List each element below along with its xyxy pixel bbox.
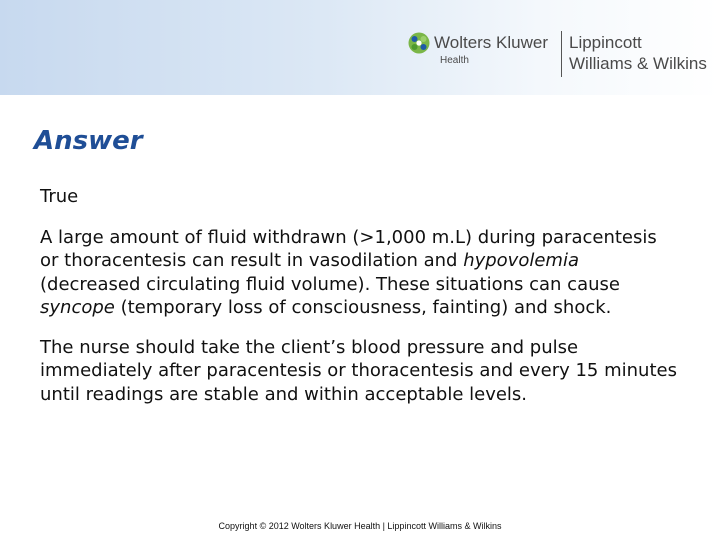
term-hypovolemia: hypovolemia (463, 250, 579, 271)
lww-logo (569, 32, 707, 74)
copyright-footer: Copyright © 2012 Wolters Kluwer Health | Lippincott Williams & Wilkins (218, 521, 502, 531)
logo-divider (561, 31, 562, 77)
answer-text: True (40, 186, 79, 207)
wolters-kluwer-logo-name: Wolters Kluwer (434, 33, 548, 52)
wolters-kluwer-emblem-icon (408, 32, 430, 54)
explanation-text-3: (temporary loss of consciousness, fainting) and shock. (114, 297, 612, 318)
lww-logo-line1: Lippincott (569, 33, 642, 52)
explanation-text-2: (decreased circulating fluid volume). These situations can cause (40, 273, 620, 295)
explanation-text-1: A large amount of fluid withdrawn (>1,000 m.L) during paracentesis or thoracentesis can result in vasodilation and (40, 226, 657, 271)
nursing-action-paragraph: The nurse should take the client’s blood pressure and pulse immediately after paracentesis or thoracentesis and every 15 minutes until readings are stable and within acceptable levels. (40, 336, 677, 405)
lww-logo-line2: Williams & Wilkins (569, 54, 707, 73)
wolters-kluwer-logo-sub: Health (440, 55, 469, 66)
term-syncope: syncope (40, 297, 115, 318)
explanation-paragraph (40, 226, 680, 320)
slide-body (40, 185, 680, 406)
slide-title: Answer (34, 126, 143, 156)
